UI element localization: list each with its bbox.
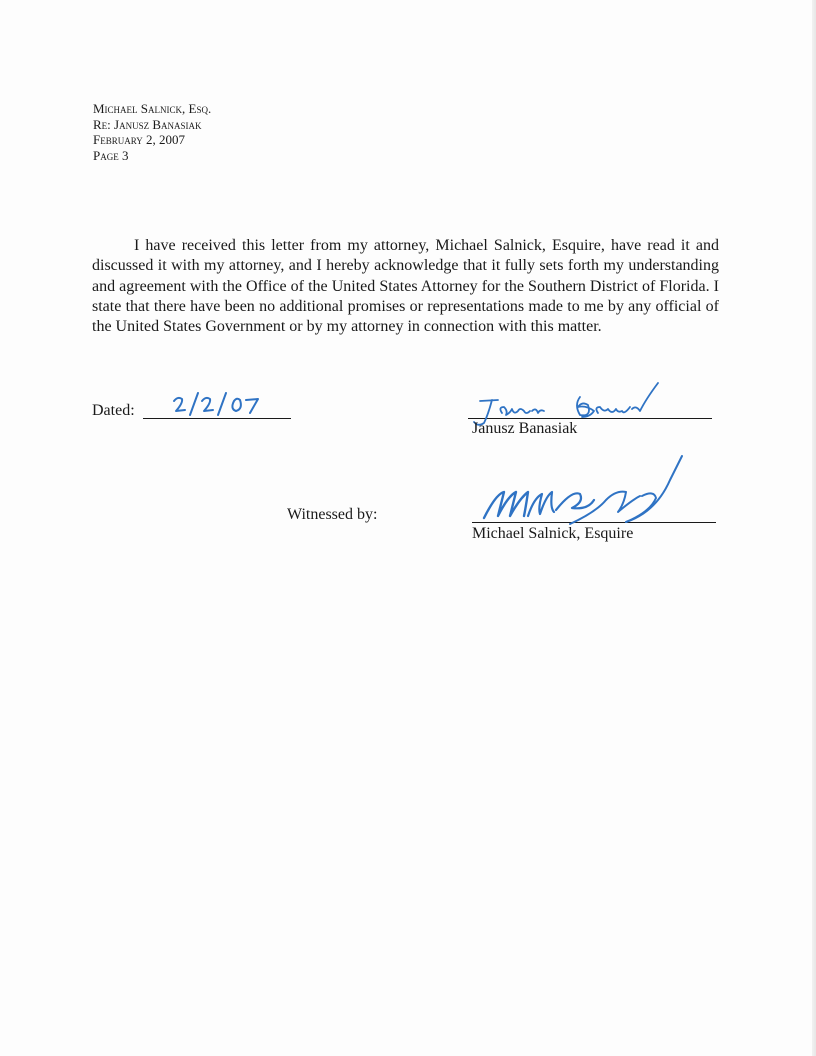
header-date: February 2, 2007 (93, 132, 185, 147)
header-subject: Re: Janusz Banasiak (93, 116, 202, 132)
michael-salnick-signature (476, 450, 696, 535)
header-recipient: Michael Salnick, Esq. (93, 101, 212, 116)
witness-name: Michael Salnick, Esquire (472, 525, 634, 542)
dated-label: Dated: (92, 402, 135, 419)
letter-header (93, 101, 211, 163)
signer-name: Janusz Banasiak (472, 420, 578, 437)
header-page-number: Page 3 (93, 147, 129, 163)
acknowledgment-paragraph: I have received this letter from my attorney, Michael Salnick, Esquire, have read it and discussed it with my attorney, and I hereby acknowledge that it fully sets forth my understanding and agreement with the Office of the United States Attorney for the Southern District of Florida. I state that there have been no additional promises or representations made to me by any official of the United States Government or by my attorney in connection with this matter. (92, 237, 719, 336)
witnessed-by-label: Witnessed by: (287, 506, 378, 523)
page-edge-shadow (812, 0, 816, 1056)
handwritten-date (168, 387, 268, 421)
